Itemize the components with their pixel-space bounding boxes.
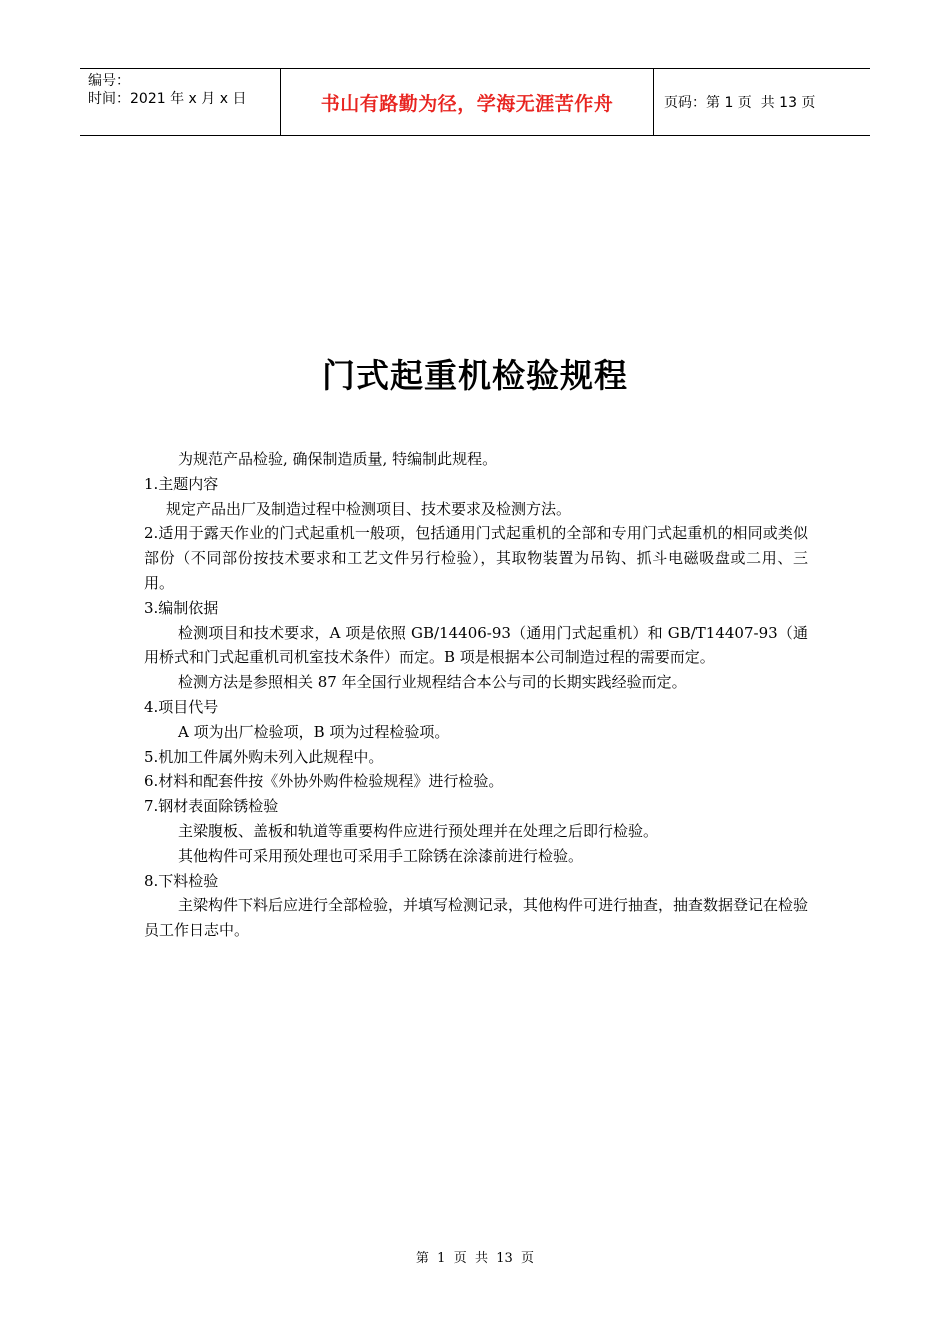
section-6-paragraph: 6.材料和配套件按《外协外购件检验规程》进行检验。 (144, 772, 504, 791)
section-heading-8: 8.下料检验 (144, 871, 219, 890)
header-motto: 书山有路勤为径，学海无涯苦作舟 (281, 69, 654, 135)
time-label: 时间：2021 年 x 月 x 日 (88, 91, 247, 107)
section-heading-3: 3.编制依据 (144, 598, 219, 617)
section-4-paragraph: A 项为出厂检验项，B 项为过程检验项。 (178, 722, 450, 741)
document-header (80, 68, 870, 136)
section-8-paragraph: 主梁构件下料后应进行全部检验，并填写检测记录，其他构件可进行抽查，抽查数据登记在检验员工作日志中。 (144, 896, 809, 940)
intro-paragraph: 为规范产品检验, 确保制造质量, 特编制此规程。 (178, 450, 498, 468)
section-heading-1: 1.主题内容 (144, 474, 219, 493)
page-footer: 第 1 页 共 13 页 (415, 1251, 535, 1266)
section-2-paragraph: 2.适用于露天作业的门式起重机一般项，包括通用门式起重机的全部和专用门式起重机的相同或类似部份（不同部份按技术要求和工艺文件另行检验），其取物装置为吊钩、抓斗电磁吸盘或二用、三用。 (144, 524, 808, 592)
header-meta-cell (80, 69, 281, 135)
number-label: 编号： (88, 73, 130, 89)
section-7-paragraph-2: 其他构件可采用预处理也可采用手工除锈在涂漆前进行检验。 (178, 846, 584, 865)
document-title: 门式起重机检验规程 (322, 356, 628, 395)
section-heading-7: 7.钢材表面除锈检验 (144, 797, 279, 816)
section-5-paragraph: 5.机加工件属外购未列入此规程中。 (144, 747, 384, 766)
section-7-paragraph-1: 主梁腹板、盖板和轨道等重要构件应进行预处理并在处理之后即行检验。 (178, 821, 659, 840)
section-3-paragraph-1: 检测项目和技术要求，A 项是依照 GB/14406-93（通用门式起重机）和 GB/T14407-93（通用桥式和门式起重机司机室技术条件）而定。B 项是根据本公司制造过程的需要而定。 (144, 623, 808, 667)
section-heading-4: 4.项目代号 (144, 697, 219, 716)
document-body (144, 447, 808, 943)
section-3-paragraph-2: 检测方法是参照相关 87 年全国行业规程结合本公与司的长期实践经验而定。 (178, 673, 687, 692)
section-1-paragraph: 规定产品出厂及制造过程中检测项目、技术要求及检测方法。 (166, 499, 572, 518)
header-page-info: 页码：第 1 页 共 13 页 (664, 95, 816, 111)
